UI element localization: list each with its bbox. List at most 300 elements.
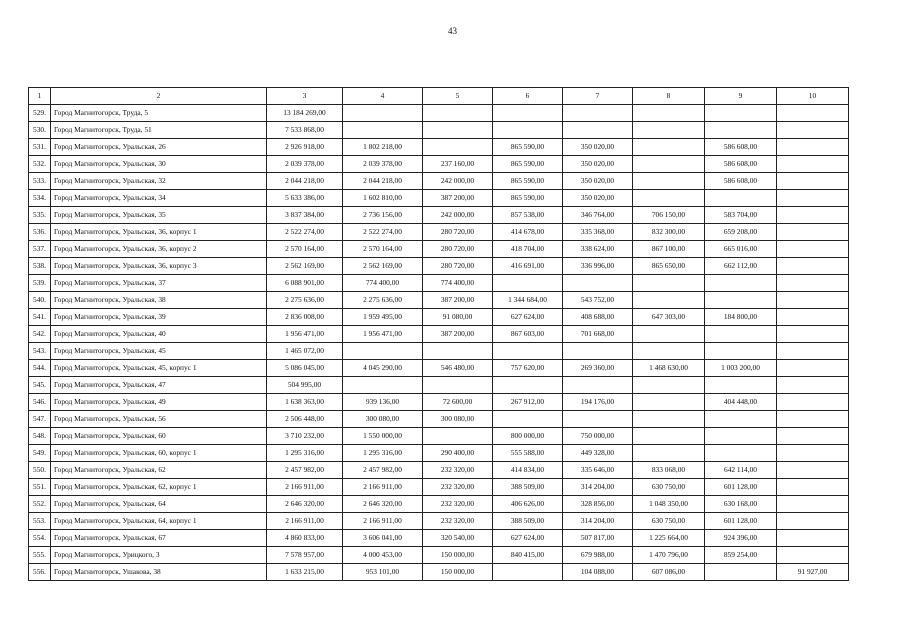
value-cell: 662 112,00 — [705, 258, 777, 275]
value-cell — [705, 343, 777, 360]
table-row — [29, 173, 849, 190]
column-header: 1 — [29, 88, 51, 105]
address-cell: Город Магнитогорск, Уральская, 64, корпус 1 — [51, 513, 267, 530]
address-cell: Город Магнитогорск, Уральская, 36, корпус 3 — [51, 258, 267, 275]
value-cell — [705, 445, 777, 462]
value-cell: 2 736 156,00 — [343, 207, 423, 224]
value-cell: 706 150,00 — [633, 207, 705, 224]
address-cell: Город Магнитогорск, Уральская, 30 — [51, 156, 267, 173]
value-cell: 627 624,00 — [493, 309, 563, 326]
value-cell: 1 602 810,00 — [343, 190, 423, 207]
value-cell — [777, 462, 849, 479]
value-cell: 2 275 636,00 — [343, 292, 423, 309]
value-cell — [633, 343, 705, 360]
column-header: 4 — [343, 88, 423, 105]
column-header: 10 — [777, 88, 849, 105]
row-number: 538. — [29, 258, 51, 275]
address-cell: Город Магнитогорск, Уральская, 45 — [51, 343, 267, 360]
data-table — [28, 87, 849, 581]
table-row — [29, 462, 849, 479]
value-cell: 232 320,00 — [423, 479, 493, 496]
address-cell: Город Магнитогорск, Уральская, 62, корпус 1 — [51, 479, 267, 496]
column-header: 9 — [705, 88, 777, 105]
value-cell: 1 465 072,00 — [267, 343, 343, 360]
value-cell — [633, 428, 705, 445]
value-cell: 150 000,00 — [423, 547, 493, 564]
value-cell: 280 720,00 — [423, 241, 493, 258]
value-cell — [343, 343, 423, 360]
row-number: 530. — [29, 122, 51, 139]
value-cell: 336 996,00 — [563, 258, 633, 275]
value-cell — [493, 275, 563, 292]
value-cell: 546 480,00 — [423, 360, 493, 377]
column-header: 2 — [51, 88, 267, 105]
value-cell — [563, 411, 633, 428]
table-row — [29, 496, 849, 513]
value-cell: 800 000,00 — [493, 428, 563, 445]
row-number: 539. — [29, 275, 51, 292]
address-cell: Город Магнитогорск, Уральская, 56 — [51, 411, 267, 428]
value-cell — [563, 122, 633, 139]
table-row — [29, 564, 849, 581]
value-cell: 2 044 218,00 — [343, 173, 423, 190]
value-cell — [563, 343, 633, 360]
value-cell: 857 538,00 — [493, 207, 563, 224]
value-cell: 865 590,00 — [493, 173, 563, 190]
table-row — [29, 241, 849, 258]
value-cell: 659 208,00 — [705, 224, 777, 241]
value-cell: 2 166 911,00 — [267, 513, 343, 530]
value-cell: 630 168,00 — [705, 496, 777, 513]
value-cell: 408 688,00 — [563, 309, 633, 326]
value-cell — [633, 275, 705, 292]
address-cell: Город Магнитогорск, Уральская, 37 — [51, 275, 267, 292]
row-number: 554. — [29, 530, 51, 547]
value-cell: 335 368,00 — [563, 224, 633, 241]
value-cell: 13 184 269,00 — [267, 105, 343, 122]
value-cell — [633, 173, 705, 190]
value-cell: 404 448,00 — [705, 394, 777, 411]
value-cell — [493, 343, 563, 360]
value-cell: 774 400,00 — [343, 275, 423, 292]
value-cell: 2 522 274,00 — [267, 224, 343, 241]
value-cell: 586 608,00 — [705, 173, 777, 190]
value-cell — [633, 377, 705, 394]
value-cell: 2 836 008,00 — [267, 309, 343, 326]
table-row — [29, 139, 849, 156]
table-body — [29, 105, 849, 581]
value-cell: 418 704,00 — [493, 241, 563, 258]
table-row — [29, 479, 849, 496]
value-cell: 3 837 384,00 — [267, 207, 343, 224]
table-row — [29, 326, 849, 343]
table-row — [29, 207, 849, 224]
value-cell — [777, 241, 849, 258]
value-cell: 1 470 796,00 — [633, 547, 705, 564]
table-row — [29, 258, 849, 275]
value-cell — [633, 326, 705, 343]
value-cell — [633, 139, 705, 156]
value-cell: 750 000,00 — [563, 428, 633, 445]
table-row — [29, 190, 849, 207]
value-cell: 104 088,00 — [563, 564, 633, 581]
value-cell: 1 638 363,00 — [267, 394, 343, 411]
value-cell: 7 533 868,00 — [267, 122, 343, 139]
address-cell: Город Магнитогорск, Ушакова, 38 — [51, 564, 267, 581]
row-number: 545. — [29, 377, 51, 394]
value-cell — [777, 156, 849, 173]
address-cell: Город Магнитогорск, Уральская, 26 — [51, 139, 267, 156]
value-cell: 5 086 045,00 — [267, 360, 343, 377]
value-cell: 314 204,00 — [563, 513, 633, 530]
value-cell: 194 176,00 — [563, 394, 633, 411]
value-cell — [777, 530, 849, 547]
value-cell: 586 608,00 — [705, 139, 777, 156]
value-cell: 314 204,00 — [563, 479, 633, 496]
value-cell: 91 080,00 — [423, 309, 493, 326]
value-cell — [563, 105, 633, 122]
value-cell: 2 039 378,00 — [343, 156, 423, 173]
value-cell: 555 588,00 — [493, 445, 563, 462]
value-cell — [777, 292, 849, 309]
address-cell: Город Магнитогорск, Уральская, 36, корпус 1 — [51, 224, 267, 241]
value-cell: 1 225 664,00 — [633, 530, 705, 547]
value-cell: 232 320,00 — [423, 496, 493, 513]
value-cell: 630 750,00 — [633, 479, 705, 496]
address-cell: Город Магнитогорск, Труда, 51 — [51, 122, 267, 139]
row-number: 547. — [29, 411, 51, 428]
row-number: 549. — [29, 445, 51, 462]
table-row — [29, 343, 849, 360]
value-cell: 1 048 350,00 — [633, 496, 705, 513]
row-number: 553. — [29, 513, 51, 530]
value-cell — [777, 547, 849, 564]
value-cell: 1 956 471,00 — [343, 326, 423, 343]
value-cell: 543 752,00 — [563, 292, 633, 309]
table-row — [29, 156, 849, 173]
value-cell: 1 468 630,00 — [633, 360, 705, 377]
address-cell: Город Магнитогорск, Уральская, 47 — [51, 377, 267, 394]
table-row — [29, 309, 849, 326]
value-cell: 6 088 901,00 — [267, 275, 343, 292]
value-cell: 2 506 448,00 — [267, 411, 343, 428]
value-cell — [493, 377, 563, 394]
value-cell: 237 160,00 — [423, 156, 493, 173]
row-number: 548. — [29, 428, 51, 445]
table-row — [29, 411, 849, 428]
value-cell: 586 608,00 — [705, 156, 777, 173]
value-cell — [423, 105, 493, 122]
value-cell — [777, 428, 849, 445]
value-cell — [343, 122, 423, 139]
value-cell: 388 509,00 — [493, 479, 563, 496]
table-row — [29, 445, 849, 462]
value-cell: 840 415,00 — [493, 547, 563, 564]
table-row — [29, 360, 849, 377]
value-cell — [777, 258, 849, 275]
value-cell — [343, 105, 423, 122]
value-cell: 2 570 164,00 — [343, 241, 423, 258]
value-cell: 507 817,00 — [563, 530, 633, 547]
value-cell: 865 650,00 — [633, 258, 705, 275]
value-cell — [777, 513, 849, 530]
value-cell: 953 101,00 — [343, 564, 423, 581]
value-cell: 630 750,00 — [633, 513, 705, 530]
row-number: 555. — [29, 547, 51, 564]
table-row — [29, 547, 849, 564]
value-cell — [777, 207, 849, 224]
row-number: 546. — [29, 394, 51, 411]
value-cell — [493, 564, 563, 581]
value-cell — [777, 275, 849, 292]
row-number: 556. — [29, 564, 51, 581]
row-number: 529. — [29, 105, 51, 122]
value-cell — [633, 394, 705, 411]
value-cell — [633, 190, 705, 207]
value-cell — [777, 377, 849, 394]
value-cell: 583 704,00 — [705, 207, 777, 224]
value-cell: 601 128,00 — [705, 479, 777, 496]
value-cell: 939 136,00 — [343, 394, 423, 411]
value-cell: 2 646 320,00 — [343, 496, 423, 513]
value-cell: 387 200,00 — [423, 326, 493, 343]
value-cell — [705, 122, 777, 139]
value-cell — [705, 411, 777, 428]
value-cell: 665 016,00 — [705, 241, 777, 258]
value-cell — [705, 105, 777, 122]
column-header: 5 — [423, 88, 493, 105]
value-cell: 1 956 471,00 — [267, 326, 343, 343]
value-cell: 269 360,00 — [563, 360, 633, 377]
value-cell — [777, 122, 849, 139]
row-number: 535. — [29, 207, 51, 224]
column-header: 7 — [563, 88, 633, 105]
table-row — [29, 513, 849, 530]
value-cell — [777, 105, 849, 122]
address-cell: Город Магнитогорск, Уральская, 67 — [51, 530, 267, 547]
value-cell: 72 600,00 — [423, 394, 493, 411]
value-cell: 2 275 636,00 — [267, 292, 343, 309]
row-number: 552. — [29, 496, 51, 513]
value-cell: 232 320,00 — [423, 462, 493, 479]
value-cell — [777, 445, 849, 462]
value-cell: 414 834,00 — [493, 462, 563, 479]
value-cell: 1 550 000,00 — [343, 428, 423, 445]
row-number: 551. — [29, 479, 51, 496]
value-cell — [777, 190, 849, 207]
value-cell: 335 646,00 — [563, 462, 633, 479]
header-row — [29, 88, 849, 105]
value-cell — [423, 428, 493, 445]
address-cell: Город Магнитогорск, Уральская, 60, корпус 1 — [51, 445, 267, 462]
value-cell: 757 620,00 — [493, 360, 563, 377]
value-cell: 1 344 684,00 — [493, 292, 563, 309]
value-cell — [633, 411, 705, 428]
value-cell: 184 800,00 — [705, 309, 777, 326]
value-cell: 290 400,00 — [423, 445, 493, 462]
value-cell: 3 606 041,00 — [343, 530, 423, 547]
value-cell: 4 045 290,00 — [343, 360, 423, 377]
value-cell — [705, 428, 777, 445]
value-cell — [705, 564, 777, 581]
value-cell: 504 995,00 — [267, 377, 343, 394]
value-cell — [563, 275, 633, 292]
value-cell: 2 166 911,00 — [343, 479, 423, 496]
value-cell: 350 020,00 — [563, 173, 633, 190]
row-number: 542. — [29, 326, 51, 343]
column-header: 6 — [493, 88, 563, 105]
value-cell: 865 590,00 — [493, 156, 563, 173]
address-cell: Город Магнитогорск, Уральская, 35 — [51, 207, 267, 224]
value-cell — [705, 190, 777, 207]
row-number: 531. — [29, 139, 51, 156]
value-cell: 4 860 833,00 — [267, 530, 343, 547]
value-cell — [633, 105, 705, 122]
value-cell — [633, 156, 705, 173]
value-cell: 1 633 215,00 — [267, 564, 343, 581]
value-cell: 267 912,00 — [493, 394, 563, 411]
value-cell — [777, 479, 849, 496]
value-cell — [777, 326, 849, 343]
value-cell: 328 856,00 — [563, 496, 633, 513]
row-number: 541. — [29, 309, 51, 326]
value-cell — [563, 377, 633, 394]
value-cell — [423, 343, 493, 360]
value-cell — [777, 139, 849, 156]
value-cell — [493, 105, 563, 122]
value-cell: 774 400,00 — [423, 275, 493, 292]
value-cell: 150 000,00 — [423, 564, 493, 581]
value-cell: 350 020,00 — [563, 139, 633, 156]
value-cell: 2 570 164,00 — [267, 241, 343, 258]
value-cell: 607 086,00 — [633, 564, 705, 581]
row-number: 537. — [29, 241, 51, 258]
value-cell: 4 000 453,00 — [343, 547, 423, 564]
value-cell: 5 633 386,00 — [267, 190, 343, 207]
value-cell — [343, 377, 423, 394]
value-cell: 280 720,00 — [423, 258, 493, 275]
value-cell — [705, 275, 777, 292]
page-number: 43 — [448, 26, 457, 36]
value-cell: 1 295 316,00 — [343, 445, 423, 462]
value-cell — [423, 139, 493, 156]
value-cell: 601 128,00 — [705, 513, 777, 530]
value-cell: 7 578 957,00 — [267, 547, 343, 564]
value-cell: 865 590,00 — [493, 190, 563, 207]
column-header: 8 — [633, 88, 705, 105]
value-cell: 2 166 911,00 — [343, 513, 423, 530]
address-cell: Город Магнитогорск, Уральская, 45, корпус 1 — [51, 360, 267, 377]
value-cell: 2 562 169,00 — [343, 258, 423, 275]
value-cell — [777, 173, 849, 190]
value-cell: 91 927,00 — [777, 564, 849, 581]
value-cell: 859 254,00 — [705, 547, 777, 564]
value-cell — [777, 496, 849, 513]
value-cell: 338 624,00 — [563, 241, 633, 258]
value-cell: 867 603,00 — [493, 326, 563, 343]
value-cell: 232 320,00 — [423, 513, 493, 530]
value-cell: 1 295 316,00 — [267, 445, 343, 462]
value-cell: 350 020,00 — [563, 156, 633, 173]
value-cell — [777, 224, 849, 241]
value-cell: 2 166 911,00 — [267, 479, 343, 496]
value-cell: 1 003 200,00 — [705, 360, 777, 377]
value-cell: 350 020,00 — [563, 190, 633, 207]
value-cell: 388 509,00 — [493, 513, 563, 530]
value-cell: 2 926 918,00 — [267, 139, 343, 156]
value-cell: 2 457 982,00 — [267, 462, 343, 479]
value-cell — [777, 360, 849, 377]
address-cell: Город Магнитогорск, Уральская, 38 — [51, 292, 267, 309]
table-row — [29, 292, 849, 309]
row-number: 543. — [29, 343, 51, 360]
address-cell: Город Магнитогорск, Уральская, 64 — [51, 496, 267, 513]
table-row — [29, 377, 849, 394]
value-cell: 867 100,00 — [633, 241, 705, 258]
address-cell: Город Магнитогорск, Урицкого, 3 — [51, 547, 267, 564]
row-number: 544. — [29, 360, 51, 377]
value-cell: 300 080,00 — [343, 411, 423, 428]
value-cell — [777, 411, 849, 428]
value-cell: 406 626,00 — [493, 496, 563, 513]
address-cell: Город Магнитогорск, Уральская, 62 — [51, 462, 267, 479]
value-cell — [777, 394, 849, 411]
value-cell — [633, 122, 705, 139]
row-number: 540. — [29, 292, 51, 309]
value-cell: 2 646 320,00 — [267, 496, 343, 513]
value-cell — [493, 122, 563, 139]
value-cell: 642 114,00 — [705, 462, 777, 479]
table-row — [29, 394, 849, 411]
value-cell: 414 678,00 — [493, 224, 563, 241]
value-cell: 387 200,00 — [423, 292, 493, 309]
value-cell: 2 562 169,00 — [267, 258, 343, 275]
address-cell: Город Магнитогорск, Труда, 5 — [51, 105, 267, 122]
value-cell: 2 044 218,00 — [267, 173, 343, 190]
table-row — [29, 122, 849, 139]
value-cell — [633, 445, 705, 462]
table-row — [29, 275, 849, 292]
address-cell: Город Магнитогорск, Уральская, 60 — [51, 428, 267, 445]
table-row — [29, 105, 849, 122]
address-cell: Город Магнитогорск, Уральская, 34 — [51, 190, 267, 207]
value-cell: 627 624,00 — [493, 530, 563, 547]
value-cell: 387 200,00 — [423, 190, 493, 207]
value-cell: 832 300,00 — [633, 224, 705, 241]
value-cell: 346 764,00 — [563, 207, 633, 224]
value-cell — [777, 343, 849, 360]
value-cell: 865 590,00 — [493, 139, 563, 156]
value-cell — [633, 292, 705, 309]
address-cell: Город Магнитогорск, Уральская, 40 — [51, 326, 267, 343]
value-cell — [705, 292, 777, 309]
value-cell: 449 328,00 — [563, 445, 633, 462]
column-header: 3 — [267, 88, 343, 105]
value-cell — [423, 377, 493, 394]
row-number: 550. — [29, 462, 51, 479]
row-number: 536. — [29, 224, 51, 241]
value-cell: 2 457 982,00 — [343, 462, 423, 479]
value-cell: 833 068,00 — [633, 462, 705, 479]
value-cell — [493, 411, 563, 428]
value-cell: 416 691,00 — [493, 258, 563, 275]
table-row — [29, 530, 849, 547]
value-cell: 2 039 378,00 — [267, 156, 343, 173]
value-cell: 647 303,00 — [633, 309, 705, 326]
value-cell: 701 668,00 — [563, 326, 633, 343]
value-cell: 300 080,00 — [423, 411, 493, 428]
value-cell: 320 540,00 — [423, 530, 493, 547]
